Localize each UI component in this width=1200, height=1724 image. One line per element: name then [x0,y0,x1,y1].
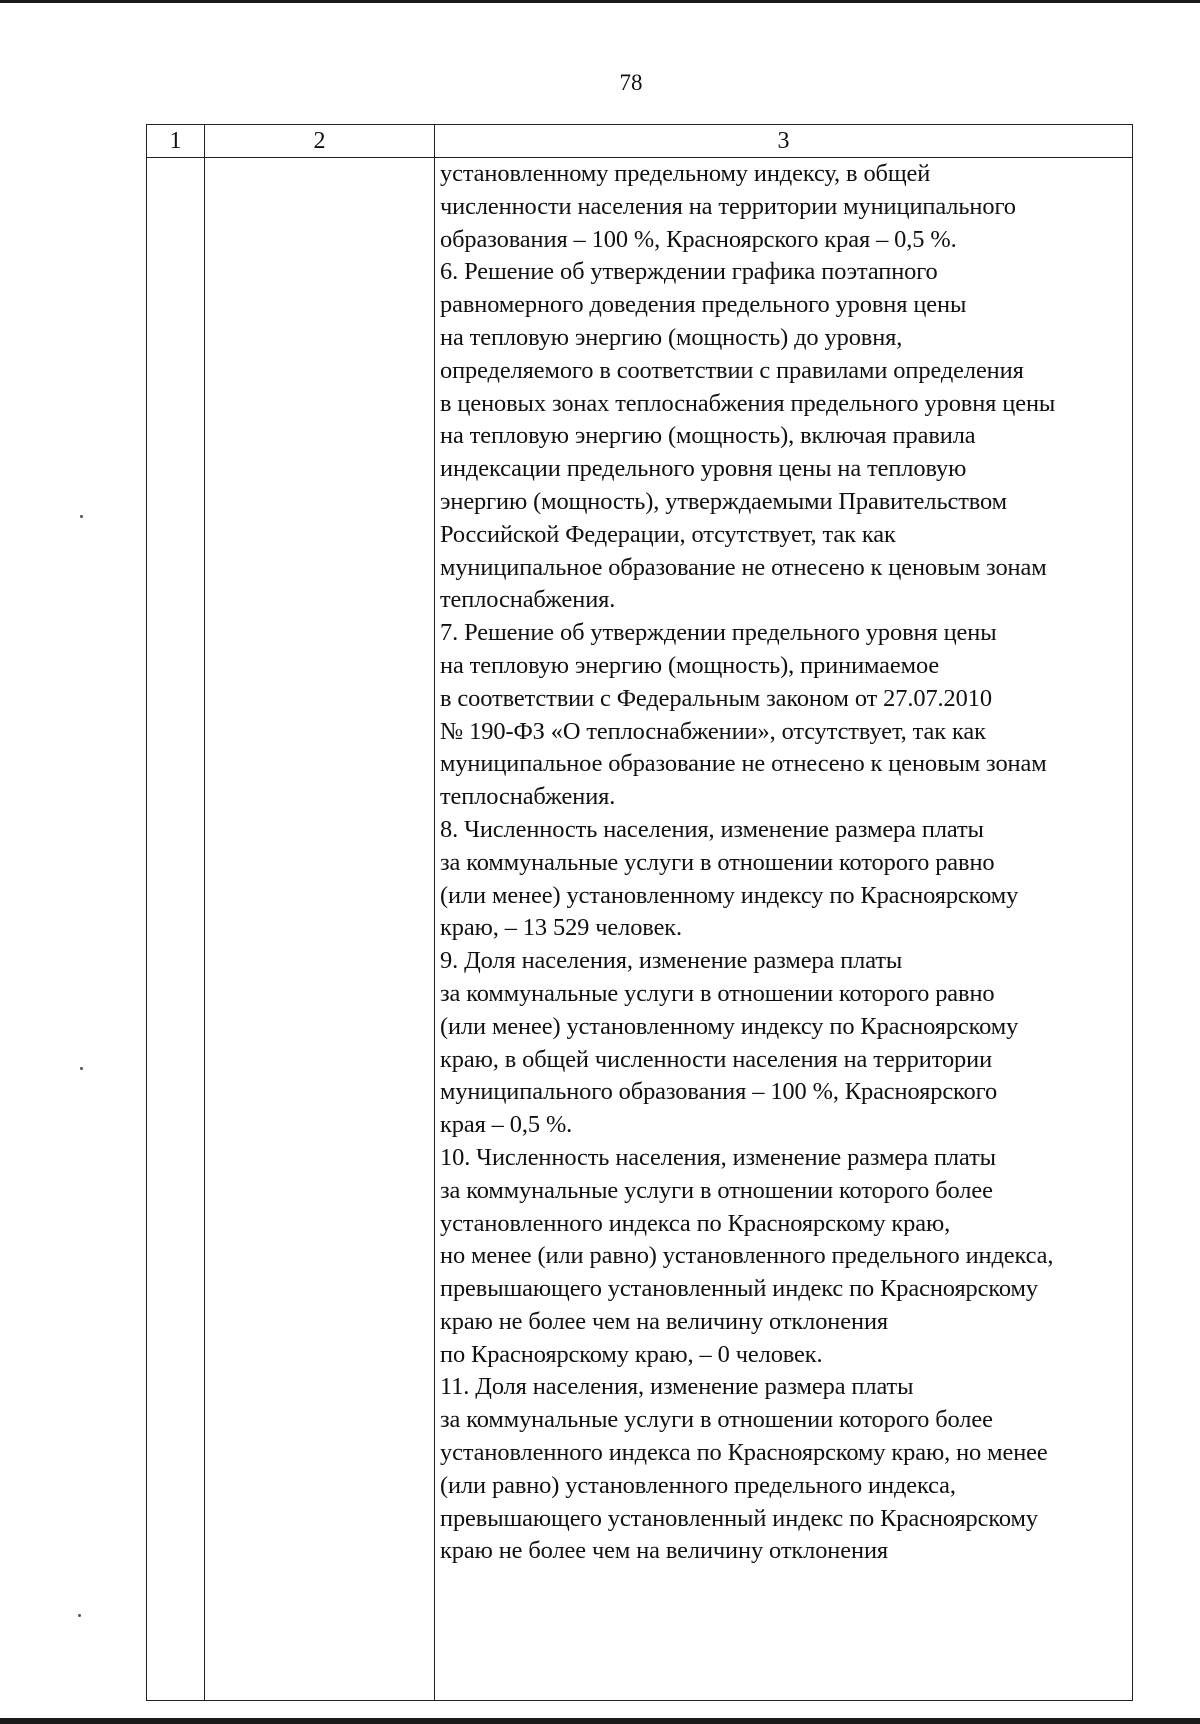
text-line: за коммунальные услуги в отношении которого более [440,1176,993,1204]
scan-speck [78,1614,81,1617]
text-line: на тепловую энергию (мощность), принимаемое [440,651,940,679]
header-row [147,125,1133,158]
text-line: 9. Доля населения, изменение размера платы [440,947,903,975]
column-header-1: 1 [147,125,205,158]
column-1-cell [147,158,205,1701]
text-line: № 190-ФЗ «О теплоснабжении», отсутствует, так как [440,717,986,745]
scan-top-edge [0,0,1200,3]
column-header-2: 2 [205,125,435,158]
text-line: краю, – 13 529 человек. [440,914,683,942]
scan-speck [80,1067,83,1070]
text-line: на тепловую энергию (мощность), включая правила [440,422,976,450]
text-line: муниципальное образование не отнесено к ценовым зонам [440,553,1047,581]
table-row [147,158,1133,1701]
text-line: превышающего установленный индекс по Красноярскому [440,1275,1038,1303]
content-lines [440,158,1128,1568]
scan-bottom-edge [0,1718,1200,1724]
text-line: муниципальное образование не отнесено к ценовым зонам [440,750,1047,778]
text-line: (или равно) установленного предельного индекса, [440,1471,956,1499]
text-line: численности населения на территории муниципального [440,192,1016,220]
text-line: в ценовых зонах теплоснабжения предельного уровня цены [440,389,1056,417]
text-line: края – 0,5 %. [440,1111,573,1139]
text-line: равномерного доведения предельного уровня цены [440,291,967,319]
text-line: образования – 100 %, Красноярского края – 0,5 %. [440,225,957,253]
scan-speck [80,515,83,518]
text-line: за коммунальные услуги в отношении которого равно [440,979,995,1007]
text-line: в соответствии с Федеральным законом от 27.07.2010 [440,684,992,712]
text-line: теплоснабжения. [440,586,616,614]
column-2-cell [205,158,435,1701]
text-line: (или менее) установленному индексу по Красноярскому [440,881,1019,909]
text-line: превышающего установленный индекс по Красноярскому [440,1504,1038,1532]
document-table [146,124,1133,1701]
text-line: 6. Решение об утверждении графика поэтапного [440,258,938,286]
text-line: Российской Федерации, отсутствует, так как [440,520,896,548]
page-number: 78 [619,70,643,95]
column-header-3: 3 [435,125,1133,158]
text-line: установленного индекса по Красноярскому краю, но менее [440,1439,1048,1467]
text-line: краю не более чем на величину отклонения [440,1307,889,1335]
text-line: краю не более чем на величину отклонения [440,1537,889,1565]
text-line: установленного индекса по Красноярскому краю, [440,1209,951,1237]
text-line: индексации предельного уровня цены на тепловую [440,455,967,483]
text-line: 10. Численность населения, изменение размера платы [440,1143,996,1171]
text-line: установленному предельному индексу, в общей [440,160,931,187]
text-line: краю, в общей численности населения на территории [440,1045,993,1073]
text-line: за коммунальные услуги в отношении которого более [440,1406,993,1434]
text-line: по Красноярскому краю, – 0 человек. [440,1340,823,1368]
text-line: на тепловую энергию (мощность) до уровня, [440,323,903,351]
text-line: энергию (мощность), утверждаемыми Правительством [440,487,1007,515]
text-line: теплоснабжения. [440,783,616,811]
column-3-cell [435,158,1133,1701]
text-line: муниципального образования – 100 %, Красноярского [440,1078,998,1106]
text-line: но менее (или равно) установленного предельного индекса, [440,1242,1054,1270]
text-line: определяемого в соответствии с правилами определения [440,356,1024,384]
text-line: 7. Решение об утверждении предельного уровня цены [440,619,997,647]
text-line: 8. Численность населения, изменение размера платы [440,815,984,843]
text-line: (или менее) установленному индексу по Красноярскому [440,1012,1019,1040]
text-line: 11. Доля населения, изменение размера платы [440,1373,914,1401]
text-line: за коммунальные услуги в отношении которого равно [440,848,995,876]
